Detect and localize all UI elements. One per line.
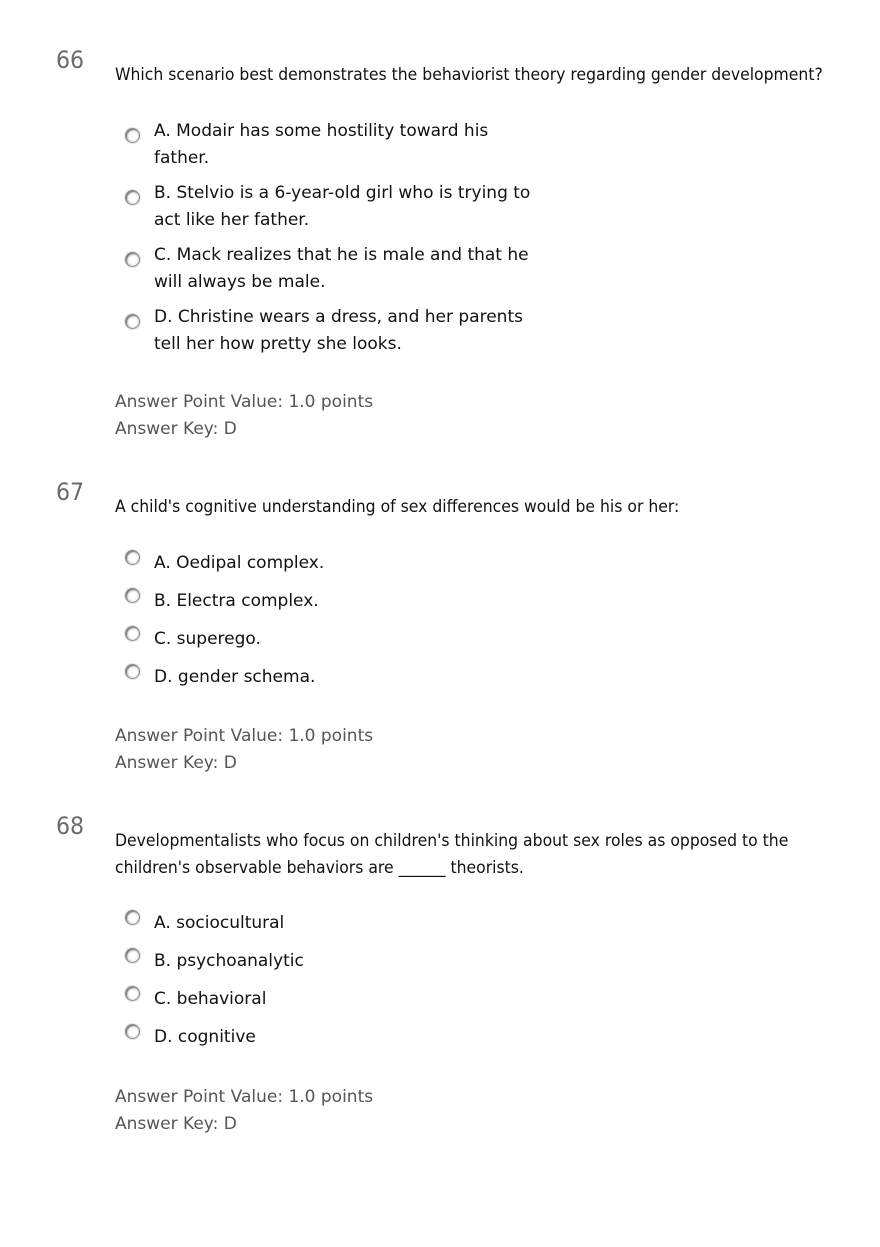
- options-list: [115, 910, 535, 1062]
- question-text: Developmentalists who focus on children's thinking about sex roles as opposed to the children's observable behaviors are ______ theorists.: [115, 831, 789, 878]
- option-label: A. Oedipal complex.: [154, 553, 325, 573]
- radio-icon[interactable]: [125, 986, 140, 1001]
- option-b[interactable]: [115, 948, 535, 986]
- option-label: D. cognitive: [154, 1027, 256, 1047]
- question-number: 68: [56, 812, 85, 840]
- option-c[interactable]: [115, 242, 535, 296]
- radio-icon[interactable]: [125, 190, 140, 205]
- option-c[interactable]: [115, 986, 535, 1024]
- option-b[interactable]: [115, 180, 535, 234]
- option-label: C. superego.: [154, 629, 261, 649]
- radio-icon[interactable]: [125, 948, 140, 963]
- option-c[interactable]: [115, 626, 535, 664]
- option-a[interactable]: [115, 550, 535, 588]
- answer-key: Answer Key: D: [115, 1114, 237, 1134]
- radio-icon[interactable]: [125, 128, 140, 143]
- option-label: B. psychoanalytic: [154, 951, 304, 971]
- point-value: Answer Point Value: 1.0 points: [115, 392, 374, 412]
- option-d[interactable]: [115, 664, 535, 702]
- option-label: A. Modair has some hostility toward his father.: [154, 121, 489, 168]
- answer-key: Answer Key: D: [115, 419, 237, 439]
- question-text: Which scenario best demonstrates the behaviorist theory regarding gender development?: [115, 65, 823, 85]
- radio-icon[interactable]: [125, 1024, 140, 1039]
- option-label: B. Stelvio is a 6-year-old girl who is trying to act like her father.: [154, 183, 531, 230]
- question-number: 67: [56, 478, 85, 506]
- option-a[interactable]: [115, 118, 535, 172]
- question-number: 66: [56, 46, 85, 74]
- option-label: D. gender schema.: [154, 667, 316, 687]
- option-label: C. Mack realizes that he is male and that he will always be male.: [154, 245, 529, 292]
- option-d[interactable]: [115, 1024, 535, 1062]
- question-text: A child's cognitive understanding of sex differences would be his or her:: [115, 497, 680, 517]
- point-value: Answer Point Value: 1.0 points: [115, 1087, 374, 1107]
- point-value: Answer Point Value: 1.0 points: [115, 726, 374, 746]
- options-list: [115, 550, 535, 702]
- option-label: D. Christine wears a dress, and her parents tell her how pretty she looks.: [154, 307, 523, 354]
- option-label: A. sociocultural: [154, 913, 285, 933]
- answer-key: Answer Key: D: [115, 753, 237, 773]
- radio-icon[interactable]: [125, 252, 140, 267]
- option-label: C. behavioral: [154, 989, 267, 1009]
- radio-icon[interactable]: [125, 910, 140, 925]
- radio-icon[interactable]: [125, 626, 140, 641]
- radio-icon[interactable]: [125, 664, 140, 679]
- option-label: B. Electra complex.: [154, 591, 319, 611]
- radio-icon[interactable]: [125, 314, 140, 329]
- options-list: [115, 118, 535, 358]
- option-b[interactable]: [115, 588, 535, 626]
- radio-icon[interactable]: [125, 550, 140, 565]
- option-a[interactable]: [115, 910, 535, 948]
- option-d[interactable]: [115, 304, 535, 358]
- radio-icon[interactable]: [125, 588, 140, 603]
